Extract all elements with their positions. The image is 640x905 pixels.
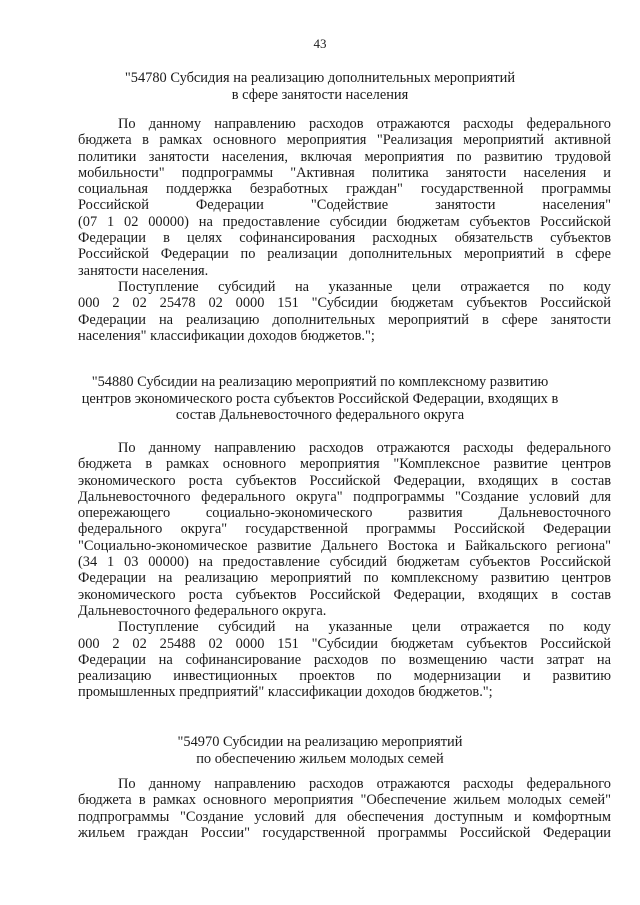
- section-heading-54970: [0, 734, 640, 767]
- text-line: промышленных предприятий" классификации доходов бюджетов.";: [78, 684, 493, 701]
- text-line: мобильности" подпрограммы "Активная политика занятости населения и: [78, 164, 611, 181]
- page-number: 43: [313, 36, 327, 51]
- section-heading-54780: [0, 70, 640, 103]
- heading-line: в сфере занятости населения: [231, 86, 409, 103]
- text-line: населения" классификации доходов бюджетов.";: [78, 327, 375, 344]
- text-line: По данному направлению расходов отражаются расходы федерального: [118, 116, 611, 132]
- text-line: политики занятости населения, включая мероприятия по развитию трудовой: [78, 148, 611, 165]
- text-line: Поступление субсидий на указанные цели отражается по коду: [118, 278, 611, 295]
- text-line: жильем граждан России" государственной программы Российской Федерации: [78, 824, 611, 841]
- text-line: 000 2 02 25488 02 0000 151 "Субсидии бюджетам субъектов Российской: [78, 635, 611, 652]
- heading-line: "54780 Субсидия на реализацию дополнительных мероприятий: [124, 70, 516, 86]
- text-line: Федерации на реализацию дополнительных мероприятий в сфере занятости: [78, 311, 611, 328]
- paragraph-54970-description: [78, 776, 611, 841]
- text-line: По данному направлению расходов отражаются расходы федерального: [118, 776, 611, 792]
- heading-line: "54880 Субсидии на реализацию мероприятий по комплексному развитию: [91, 374, 549, 390]
- heading-line: "54970 Субсидии на реализацию мероприятий: [177, 734, 463, 750]
- text-line: опережающего социально-экономического развития Дальневосточного: [78, 505, 611, 522]
- text-line: экономического роста субъектов Российской Федерации, входящих в состав: [78, 586, 611, 603]
- text-line: Федерации на реализацию мероприятий по комплексному развитию центров: [78, 570, 611, 587]
- text-line: занятости населения.: [78, 262, 209, 279]
- text-line: Дальневосточного федерального округа" подпрограммы "Создание условий для: [78, 488, 611, 505]
- heading-line: по обеспечению жильем молодых семей: [196, 750, 444, 767]
- text-line: Российской Федерации "Содействие занятости населения": [78, 197, 611, 214]
- text-line: подпрограммы "Создание условий для обеспечения доступным и комфортным: [78, 808, 611, 825]
- text-line: "Социально-экономическое развитие Дальнего Востока и Байкальского региона": [78, 537, 611, 554]
- text-line: Дальневосточного федерального округа.: [78, 602, 327, 619]
- text-line: бюджета в рамках основного мероприятия "Обеспечение жильем молодых семей": [78, 792, 611, 809]
- text-line: Федерации в целях софинансирования расходных обязательств субъектов: [78, 230, 611, 247]
- section-heading-54880: [0, 374, 640, 424]
- text-line: социальная поддержка безработных граждан" государственной программы: [78, 181, 611, 198]
- text-line: (07 1 02 00000) на предоставление субсидии бюджетам субъектов Российской: [78, 213, 611, 230]
- text-line: экономического роста субъектов Российской Федерации, входящих в состав: [78, 472, 611, 489]
- text-line: 000 2 02 25478 02 0000 151 "Субсидии бюджетам субъектов Российской: [78, 295, 611, 312]
- heading-line: центров экономического роста субъектов Российской Федерации, входящих в: [81, 390, 559, 407]
- text-line: бюджета в рамках основного мероприятия "Комплексное развитие центров: [78, 456, 611, 473]
- text-line: (34 1 03 00000) на предоставление субсидий бюджетам субъектов Российской: [78, 554, 611, 571]
- text-line: Поступление субсидий на указанные цели отражается по коду: [118, 619, 611, 636]
- text-line: федерального округа" государственной программы Российской Федерации: [78, 521, 611, 538]
- paragraph-54780-description: [78, 116, 611, 344]
- paragraph-54880-description: [78, 440, 611, 701]
- text-line: Российской Федерации по реализации дополнительных мероприятий в сфере: [78, 246, 611, 263]
- heading-line: состав Дальневосточного федерального округа: [175, 407, 465, 423]
- text-line: реализацию инвестиционных проектов по модернизации и развитию: [78, 668, 611, 685]
- text-line: По данному направлению расходов отражаются расходы федерального: [118, 440, 611, 456]
- text-line: Федерации на софинансирование расходов по возмещению части затрат на: [78, 651, 611, 668]
- text-line: бюджета в рамках основного мероприятия "Реализация мероприятий активной: [78, 132, 611, 149]
